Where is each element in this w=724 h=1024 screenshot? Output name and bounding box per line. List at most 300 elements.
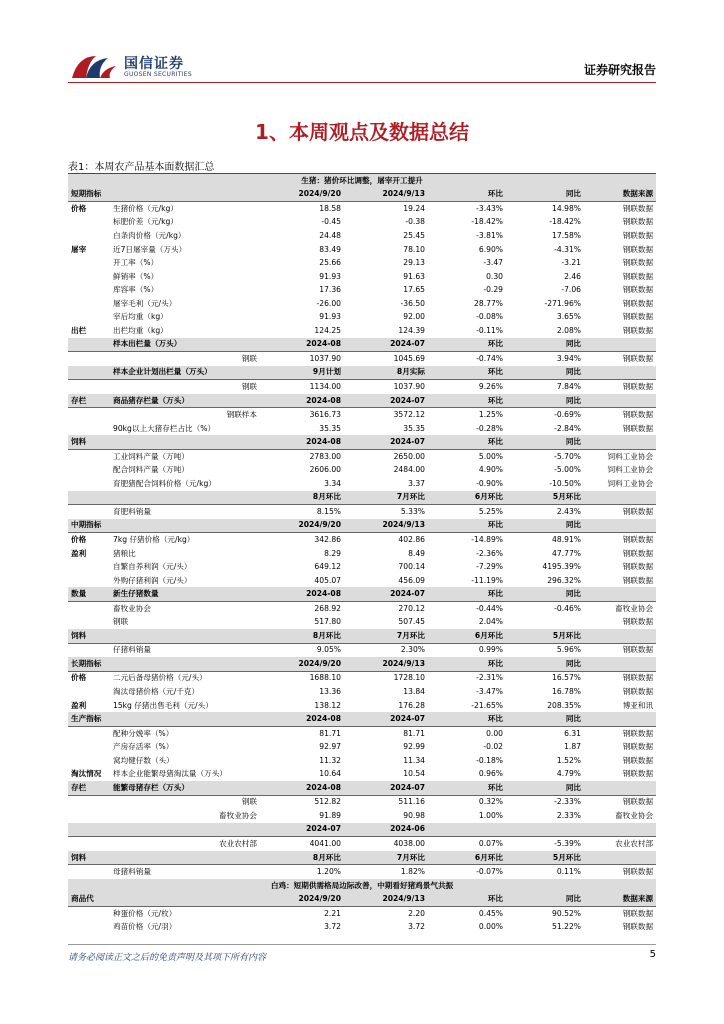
row-mom-change: 环比 [428, 394, 506, 408]
row-current-value: 18.58 [319, 203, 341, 213]
row-category [68, 229, 110, 243]
row-yoy-change: -10.50% [549, 478, 581, 488]
row-indicator: 钢联 [241, 797, 257, 807]
row-category [68, 685, 110, 699]
row-previous-value: 507.45 [398, 617, 425, 627]
row-indicator: 仔猪料销量 [113, 645, 151, 655]
row-mom-change: 0.45% [478, 908, 503, 918]
row-previous-value: 78.10 [403, 244, 425, 254]
row-mom-change: -0.90% [476, 478, 503, 488]
row-yoy-change: 同比 [506, 519, 584, 533]
row-previous-value: 8.49 [408, 548, 425, 558]
row-mom-change: 环比 [428, 892, 506, 906]
row-current-value: 25.66 [319, 258, 341, 268]
logo-english-name: GUOSEN SECURITIES [124, 71, 193, 78]
row-previous-value: 2024-07 [344, 338, 428, 352]
row-yoy-change: -0.46% [554, 603, 581, 613]
row-indicator: 库容率（%） [113, 285, 159, 295]
row-indicator: 开工率（%） [113, 258, 159, 268]
column-header-row [68, 781, 656, 795]
row-indicator: 二元后备母猪价格（元/头） [113, 673, 207, 683]
row-yoy-change: 47.77% [552, 548, 581, 558]
row-previous-value: -36.50 [400, 298, 425, 308]
row-data-source: 钢联数据 [622, 755, 654, 765]
row-data-source: 钢联数据 [622, 325, 654, 335]
row-mom-change: 5.00% [478, 451, 503, 461]
table-row [68, 380, 656, 394]
row-mom-change: -7.29% [476, 562, 503, 572]
row-indicator: 鲜销率（%） [113, 271, 159, 281]
table-row [68, 256, 656, 270]
row-indicator: 钢联样本 [226, 410, 257, 420]
row-yoy-change: 296.32% [547, 575, 581, 585]
row-previous-value: 92.99 [403, 742, 425, 752]
row-data-source: 钢联数据 [622, 230, 654, 240]
row-current-value: 1037.90 [309, 353, 341, 363]
row-indicator: 15kg 仔猪出售毛利（元/头） [113, 700, 213, 710]
row-category [68, 408, 110, 422]
row-indicator [110, 435, 260, 449]
row-mom-change: -2.31% [476, 673, 503, 683]
row-category [68, 310, 110, 324]
row-data-source: 钢联数据 [622, 258, 654, 268]
row-current-value: 13.36 [319, 687, 341, 696]
row-yoy-change: 48.91% [552, 534, 581, 544]
row-yoy-change: 1.87 [564, 742, 581, 752]
table-row [68, 243, 656, 257]
row-indicator: 育肥料销量 [113, 506, 151, 516]
row-yoy-change: -5.39% [554, 839, 581, 849]
row-previous-value: 2024-07 [344, 394, 428, 408]
row-current-value: 17.36 [319, 285, 341, 295]
row-mom-change: 2.04% [478, 617, 503, 627]
row-current-value: 1134.00 [309, 381, 341, 391]
row-previous-value: 700.14 [398, 562, 425, 572]
row-data-source [584, 519, 656, 533]
row-category: 价格 [71, 534, 87, 544]
row-previous-value: 1728.10 [393, 673, 425, 683]
row-indicator [110, 188, 260, 202]
guosen-logo-mark-icon [68, 50, 120, 82]
row-category [68, 256, 110, 270]
row-data-source: 钢联数据 [622, 562, 654, 572]
row-current-value: -26.00 [316, 298, 341, 308]
table-row [68, 754, 656, 768]
table-row [68, 324, 656, 338]
table-row [68, 809, 656, 823]
row-data-source [584, 366, 656, 380]
column-header-row [68, 188, 656, 202]
row-previous-value: 2024/9/13 [344, 188, 428, 202]
column-header-row [68, 587, 656, 601]
row-yoy-change: 同比 [506, 338, 584, 352]
row-mom-change: -0.18% [476, 755, 503, 765]
row-current-value: 91.89 [319, 810, 341, 820]
row-previous-value: 10.54 [403, 769, 425, 779]
row-mom-change: 1.00% [478, 810, 503, 820]
row-indicator: 工业饲料产量（万吨） [113, 451, 189, 461]
row-previous-value: 7月环比 [344, 629, 428, 643]
row-indicator [110, 491, 260, 505]
row-yoy-change [506, 616, 584, 630]
row-yoy-change: 0.11% [556, 867, 581, 877]
row-category: 盈利 [71, 700, 87, 710]
row-previous-value: 270.12 [398, 603, 425, 613]
row-mom-change: -18.42% [471, 217, 503, 227]
row-indicator: 样本企业能繁母猪淘汰量（万头） [113, 769, 227, 779]
column-header-row [68, 657, 656, 671]
row-current-value: 8月环比 [260, 851, 344, 865]
row-indicator: 出栏均重（kg） [113, 325, 168, 335]
row-category: 存栏 [68, 781, 110, 795]
row-yoy-change: 同比 [506, 394, 584, 408]
row-current-value: 9.05% [316, 645, 341, 655]
row-current-value: 2024/9/20 [260, 519, 344, 533]
row-data-source: 钢联数据 [622, 617, 654, 627]
column-header-row [68, 394, 656, 408]
column-header-row [68, 491, 656, 505]
row-indicator [110, 892, 260, 906]
row-yoy-change: -2.84% [554, 423, 581, 433]
table-row [68, 270, 656, 284]
header-divider [68, 82, 656, 83]
row-current-value: 35.35 [319, 423, 341, 433]
row-current-value: 8.15% [316, 506, 341, 516]
row-current-value: 11.32 [319, 755, 341, 765]
row-data-source: 钢联数据 [622, 381, 654, 391]
row-yoy-change: 2.33% [556, 810, 581, 820]
row-current-value: 3.72 [324, 922, 341, 932]
row-yoy-change: 51.22% [552, 922, 581, 932]
row-data-source [584, 781, 656, 795]
row-category [68, 297, 110, 311]
row-category [68, 726, 110, 740]
row-previous-value: 2.20 [408, 908, 425, 918]
row-indicator: 样本出栏量（万头） [110, 338, 260, 352]
guosen-logo [68, 50, 203, 82]
row-yoy-change: -271.96% [544, 298, 581, 308]
row-category: 价格 [71, 203, 87, 213]
table-row [68, 685, 656, 699]
row-previous-value: 456.09 [398, 575, 425, 585]
section-header-row [68, 879, 656, 893]
row-data-source: 钢联数据 [622, 673, 654, 683]
row-yoy-change: 2.08% [556, 325, 581, 335]
row-indicator: 畜牧业协会 [219, 810, 257, 820]
row-data-source [584, 338, 656, 352]
row-data-source: 钢联数据 [622, 353, 654, 363]
row-indicator: 生猪价格（元/kg） [113, 203, 178, 213]
row-indicator: 屠宰毛利（元/头） [113, 298, 177, 308]
row-previous-value: 11.34 [403, 755, 425, 765]
row-mom-change: 6.90% [478, 244, 503, 254]
row-mom-change: -3.47 [483, 258, 503, 268]
row-category: 饲料 [68, 435, 110, 449]
row-yoy-change [506, 823, 584, 837]
row-category: 数量 [68, 587, 110, 601]
row-mom-change: 5.25% [478, 506, 503, 516]
row-previous-value: 3.72 [408, 922, 425, 932]
row-indicator: 鸡苗价格（元/羽） [113, 922, 177, 932]
row-current-value: 8月环比 [260, 629, 344, 643]
row-indicator: 畜牧业协会 [113, 603, 151, 613]
row-data-source [584, 657, 656, 671]
row-data-source [584, 712, 656, 726]
row-category [68, 463, 110, 477]
row-mom-change: -0.08% [476, 312, 503, 322]
row-category [68, 574, 110, 588]
row-mom-change: -11.19% [471, 575, 503, 585]
row-data-source: 钢联数据 [622, 298, 654, 308]
row-indicator: 新生仔猪数量 [110, 587, 260, 601]
row-previous-value: 1037.90 [393, 381, 425, 391]
row-category: 长期指标 [68, 657, 110, 671]
row-category [68, 366, 110, 380]
row-previous-value: 29.13 [403, 258, 425, 268]
row-current-value: 268.92 [314, 603, 341, 613]
table-row [68, 865, 656, 879]
row-data-source [584, 491, 656, 505]
row-previous-value: 2024-07 [344, 435, 428, 449]
row-data-source: 饲料工业协会 [607, 465, 654, 475]
row-mom-change: 环比 [428, 587, 506, 601]
row-mom-change: 环比 [428, 519, 506, 533]
row-data-source: 钢联数据 [622, 742, 654, 752]
row-data-source [584, 629, 656, 643]
row-data-source: 钢联数据 [622, 548, 654, 558]
table-row [68, 408, 656, 422]
row-yoy-change: 5月环比 [506, 851, 584, 865]
row-current-value: 138.12 [314, 700, 341, 710]
row-yoy-change: -7.06 [561, 285, 581, 295]
row-previous-value: 2024-06 [344, 823, 428, 837]
row-data-source: 畜牧业协会 [615, 810, 654, 820]
row-current-value: 2024/9/20 [260, 657, 344, 671]
row-yoy-change: 5月环比 [506, 491, 584, 505]
row-mom-change: -0.29 [483, 285, 503, 295]
row-current-value: 2024-08 [260, 781, 344, 795]
column-header-row [68, 851, 656, 865]
row-category: 中期指标 [68, 519, 110, 533]
row-previous-value: 402.86 [398, 534, 425, 544]
row-mom-change: -0.28% [476, 423, 503, 433]
row-indicator [110, 851, 260, 865]
row-yoy-change: 208.35% [547, 700, 581, 710]
row-current-value: 649.12 [314, 562, 341, 572]
row-yoy-change: 16.57% [552, 673, 581, 683]
row-current-value: 2024-08 [260, 338, 344, 352]
row-indicator: 商品猪存栏量（万头） [110, 394, 260, 408]
row-indicator [110, 657, 260, 671]
row-yoy-change: -2.33% [554, 797, 581, 807]
row-current-value: 81.71 [319, 728, 341, 738]
column-header-row [68, 629, 656, 643]
row-indicator: 猪粮比 [113, 548, 136, 558]
row-current-value: 9月计划 [260, 366, 344, 380]
row-indicator: 产房存活率（%） [113, 742, 174, 752]
row-category: 盈利 [71, 548, 87, 558]
row-indicator: 样本企业计划出栏量（万头） [110, 366, 260, 380]
row-mom-change: -3.43% [476, 203, 503, 213]
row-category [68, 616, 110, 630]
row-data-source: 钢联数据 [622, 285, 654, 295]
row-mom-change: -0.11% [476, 325, 503, 335]
row-indicator: 宰后均重（kg） [113, 312, 168, 322]
row-category [68, 754, 110, 768]
row-indicator: 窝均健仔数（头） [113, 755, 174, 765]
row-category [68, 338, 110, 352]
row-mom-change: -0.74% [476, 353, 503, 363]
row-current-value: 2024-08 [260, 435, 344, 449]
table-row [68, 297, 656, 311]
table-row [68, 202, 656, 216]
row-category [68, 643, 110, 657]
row-previous-value: 25.45 [403, 230, 425, 240]
row-current-value: 3.34 [324, 478, 341, 488]
column-header-row [68, 519, 656, 533]
row-current-value: 83.49 [319, 244, 341, 254]
row-mom-change: 4.90% [478, 465, 503, 475]
row-data-source: 饲料工业协会 [607, 451, 654, 461]
row-mom-change: 1.25% [478, 410, 503, 420]
row-category: 出栏 [71, 325, 87, 335]
row-current-value: 24.48 [319, 230, 341, 240]
row-yoy-change: 同比 [506, 657, 584, 671]
row-data-source: 畜牧业协会 [615, 603, 654, 613]
row-indicator: 近7日屠宰量（万头） [113, 244, 187, 254]
table-row [68, 726, 656, 740]
row-indicator: 育肥猪配合饲料价格（元/kg） [113, 478, 216, 488]
row-current-value: 2024/9/20 [260, 892, 344, 906]
row-data-source: 钢联数据 [622, 728, 654, 738]
row-category [68, 906, 110, 920]
table-row [68, 616, 656, 630]
table-row [68, 740, 656, 754]
row-indicator: 能繁母猪存栏（万头） [110, 781, 260, 795]
row-category: 屠宰 [71, 244, 87, 254]
row-yoy-change: 3.94% [556, 353, 581, 363]
row-category [68, 601, 110, 615]
row-indicator [110, 823, 260, 837]
row-previous-value: 1045.69 [393, 353, 425, 363]
row-previous-value: 2024/9/13 [344, 519, 428, 533]
row-current-value: 8.29 [324, 548, 341, 558]
table-row [68, 768, 656, 782]
row-indicator: 白条肉价格（元/kg） [113, 230, 186, 240]
row-indicator [110, 629, 260, 643]
row-current-value: 92.97 [319, 742, 341, 752]
row-yoy-change: 2.43% [556, 506, 581, 516]
row-data-source: 钢联数据 [622, 423, 654, 433]
row-indicator: 钢联 [113, 617, 129, 627]
section-header-row [68, 174, 656, 188]
row-category [68, 352, 110, 366]
column-header-row [68, 892, 656, 906]
row-previous-value: 3.37 [408, 478, 425, 488]
row-current-value: 405.07 [314, 575, 341, 585]
row-yoy-change: 90.52% [552, 908, 581, 918]
table-row [68, 229, 656, 243]
row-data-source: 数据来源 [584, 188, 656, 202]
row-category: 存栏 [68, 394, 110, 408]
row-data-source: 数据来源 [584, 892, 656, 906]
row-category [68, 270, 110, 284]
row-previous-value: 2024/9/13 [344, 892, 428, 906]
row-data-source: 钢联数据 [622, 645, 654, 655]
row-yoy-change: 7.84% [556, 381, 581, 391]
row-data-source: 钢联数据 [622, 410, 654, 420]
row-yoy-change: 4195.39% [542, 562, 581, 572]
row-previous-value: 2484.00 [393, 465, 425, 475]
row-previous-value: 7月环比 [344, 491, 428, 505]
row-yoy-change: 4.79% [556, 769, 581, 779]
row-previous-value: 13.84 [403, 687, 425, 696]
row-mom-change [428, 823, 506, 837]
row-data-source [584, 435, 656, 449]
row-category: 价格 [71, 673, 87, 683]
row-data-source [584, 823, 656, 837]
row-previous-value: 1.82% [400, 867, 425, 877]
row-current-value: 91.93 [319, 271, 341, 281]
row-category [68, 823, 110, 837]
row-mom-change: -0.07% [476, 867, 503, 877]
table-row [68, 574, 656, 588]
row-indicator: 种蛋价格（元/枚） [113, 908, 177, 918]
row-previous-value: 5.33% [400, 506, 425, 516]
row-yoy-change: 6.31 [564, 728, 581, 738]
row-yoy-change: 3.65% [556, 312, 581, 322]
row-mom-change: 6月环比 [428, 491, 506, 505]
row-mom-change: 0.96% [478, 769, 503, 779]
table-row [68, 601, 656, 615]
row-category [68, 491, 110, 505]
row-data-source: 钢联数据 [622, 244, 654, 254]
row-indicator: 配种分娩率（%） [113, 728, 174, 738]
row-mom-change: 环比 [428, 338, 506, 352]
row-previous-value: 2650.00 [393, 451, 425, 461]
table-row [68, 560, 656, 574]
table-row [68, 422, 656, 436]
column-header-row [68, 435, 656, 449]
row-previous-value: -0.38 [405, 217, 425, 227]
row-mom-change: 环比 [428, 366, 506, 380]
row-yoy-change: -5.70% [554, 451, 581, 461]
table-row [68, 216, 656, 230]
section-header-text: 白鸡：短期供需格局边际改善，中期看好猪鸡景气共振 [68, 879, 656, 893]
row-data-source: 钢联数据 [622, 217, 654, 227]
row-previous-value: 2024-07 [344, 781, 428, 795]
disclaimer-note: 请务必阅读正文之后的免责声明及其项下所有内容 [68, 953, 267, 963]
row-data-source: 钢联数据 [622, 506, 654, 516]
fundamentals-table [68, 174, 656, 934]
row-yoy-change: 2.46 [564, 271, 581, 281]
logo-chinese-name: 国信证券 [124, 56, 184, 72]
row-yoy-change: -3.21 [561, 258, 581, 268]
row-previous-value: 90.98 [403, 810, 425, 820]
table-row [68, 671, 656, 685]
page-number: 5 [649, 949, 656, 960]
row-yoy-change: 同比 [506, 188, 584, 202]
row-category: 饲料 [68, 629, 110, 643]
section-title: 1、本周观点及数据总结 [255, 120, 469, 144]
table-row [68, 643, 656, 657]
table-row [68, 449, 656, 463]
row-current-value: -0.45 [321, 217, 341, 227]
row-mom-change: 6月环比 [428, 851, 506, 865]
row-previous-value: 4038.00 [393, 839, 425, 849]
row-data-source: 博亚和讯 [622, 700, 654, 710]
row-yoy-change: -18.42% [549, 217, 581, 227]
